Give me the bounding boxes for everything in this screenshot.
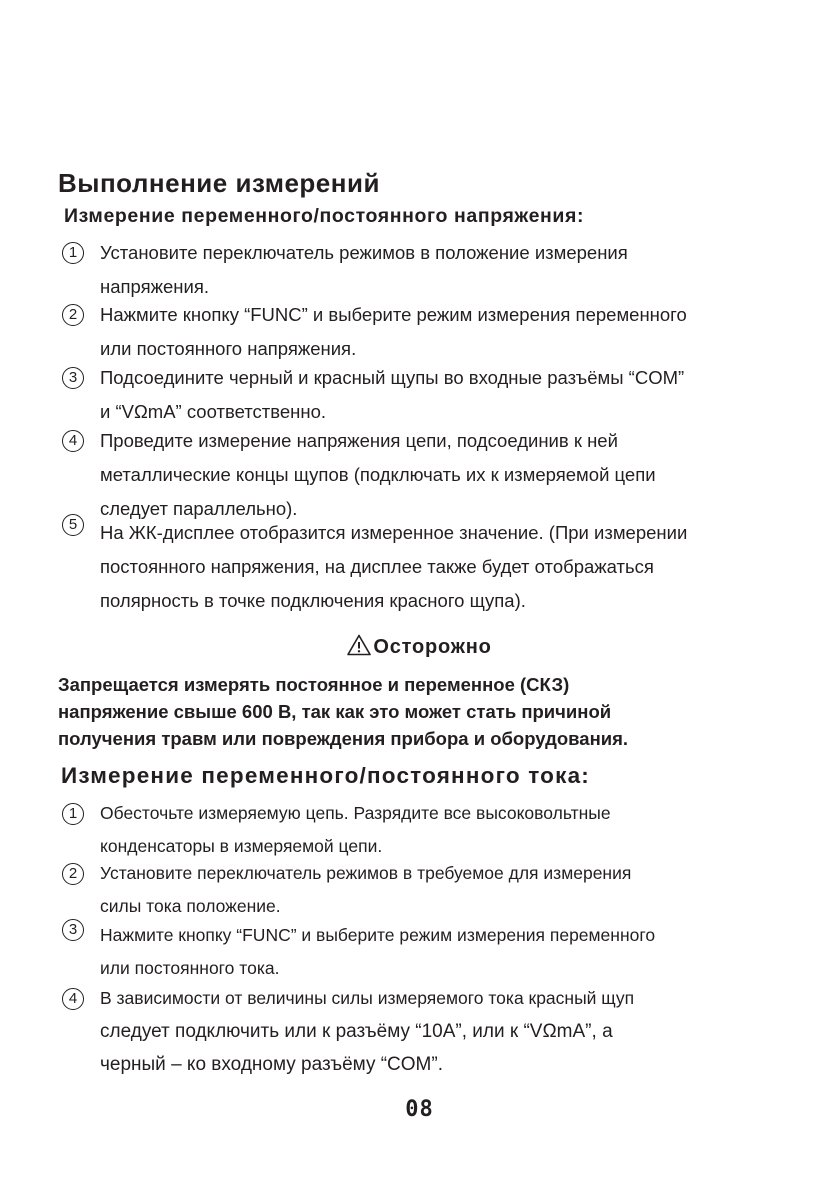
- step-line: Нажмите кнопку “FUNC” и выберите режим измерения переменного: [100, 925, 656, 945]
- warning-icon: [347, 634, 371, 656]
- step-number-badge: 3: [62, 367, 84, 389]
- page-title: Выполнение измерений: [58, 168, 380, 198]
- step-line: конденсаторы в измеряемой цепи.: [100, 836, 383, 856]
- voltage-step-2: [62, 298, 762, 366]
- step-line: следует подключить или к разъёму “10A”, или к “VΩmA”, а: [100, 1021, 613, 1042]
- step-line: Нажмите кнопку “FUNC” и выберите режим измерения переменного: [100, 304, 687, 325]
- section-heading-voltage: Измерение переменного/постоянного напряжения:: [64, 205, 585, 227]
- step-line: черный – ко входному разъёму “COM”.: [100, 1054, 443, 1075]
- voltage-step-3: [62, 361, 762, 429]
- current-step-1: [62, 797, 762, 863]
- step-number-badge: 4: [62, 430, 84, 452]
- step-line: силы тока положение.: [100, 896, 281, 916]
- caution-text: [58, 671, 778, 752]
- caution-line: напряжение свыше 600 В, так как это может стать причиной: [58, 701, 612, 722]
- caution-line: получения травм или повреждения прибора и оборудования.: [58, 728, 629, 749]
- page-number: 08: [405, 1097, 434, 1122]
- caution-title: [0, 634, 839, 659]
- step-line: В зависимости от величины силы измеряемого тока красный щуп: [100, 988, 635, 1008]
- step-line: Проведите измерение напряжения цепи, подсоединив к ней: [100, 430, 618, 451]
- step-line: постоянного напряжения, на дисплее также будет отображаться: [100, 556, 654, 577]
- step-line: металлические концы щупов (подключать их к измеряемой цепи: [100, 464, 656, 485]
- step-number-badge: 5: [62, 514, 84, 536]
- current-step-3: [62, 919, 762, 985]
- voltage-step-5: [62, 516, 762, 618]
- step-number-badge: 3: [62, 919, 84, 941]
- voltage-step-1: [62, 236, 762, 304]
- section-heading-current: Измерение переменного/постоянного тока:: [61, 763, 590, 788]
- step-line: Подсоедините черный и красный щупы во входные разъёмы “COM”: [100, 367, 685, 388]
- step-line: или постоянного тока.: [100, 958, 280, 978]
- step-line: следует параллельно).: [100, 498, 298, 519]
- step-line: полярность в точке подключения красного щупа).: [100, 590, 526, 611]
- current-step-2: [62, 857, 762, 923]
- step-number-badge: 1: [62, 803, 84, 825]
- step-line: На ЖК-дисплее отобразится измеренное значение. (При измерении: [100, 522, 688, 543]
- step-number-badge: 2: [62, 304, 84, 326]
- step-line: или постоянного напряжения.: [100, 338, 357, 359]
- step-line: Обесточьте измеряемую цепь. Разрядите все высоковольтные: [100, 803, 611, 823]
- step-line: Установите переключатель режимов в требуемое для измерения: [100, 863, 632, 883]
- caution-line: Запрещается измерять постоянное и переменное (СКЗ): [58, 674, 570, 695]
- caution-label: Осторожно: [373, 636, 492, 658]
- voltage-step-4: [62, 424, 762, 526]
- current-step-4: [62, 982, 762, 1081]
- step-line: и “VΩmA” соответственно.: [100, 401, 327, 422]
- step-line: Установите переключатель режимов в положение измерения: [100, 242, 628, 263]
- step-number-badge: 2: [62, 863, 84, 885]
- step-number-badge: 1: [62, 242, 84, 264]
- step-number-badge: 4: [62, 988, 84, 1010]
- step-line: напряжения.: [100, 276, 209, 297]
